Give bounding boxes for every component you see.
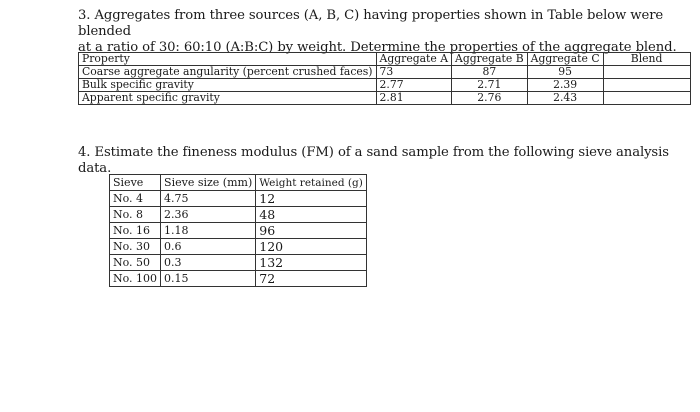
header-weight-retained: Weight retained (g) bbox=[256, 175, 367, 191]
table-cell: 48 bbox=[256, 207, 367, 223]
table-row bbox=[79, 79, 691, 92]
header-blend: Blend bbox=[603, 53, 690, 66]
table-cell: 2.77 bbox=[376, 79, 451, 92]
question-4: 4. Estimate the fineness modulus (FM) of a sand sample from the following sieve analysis data. bbox=[78, 145, 669, 176]
header-aggregate-c: Aggregate C bbox=[527, 53, 603, 66]
header-sieve-size: Sieve size (mm) bbox=[161, 175, 256, 191]
table-cell: No. 16 bbox=[110, 223, 161, 239]
table-cell: 2.76 bbox=[452, 92, 528, 105]
table-cell-blend bbox=[603, 66, 690, 79]
table-cell: 4.75 bbox=[161, 191, 256, 207]
table-cell: 96 bbox=[256, 223, 367, 239]
table-cell: 0.15 bbox=[161, 271, 256, 287]
table-cell: 95 bbox=[527, 66, 603, 79]
table-row bbox=[110, 239, 367, 255]
header-sieve: Sieve bbox=[110, 175, 161, 191]
table-cell-blend bbox=[603, 92, 690, 105]
table-row bbox=[110, 223, 367, 239]
table-row bbox=[79, 92, 691, 105]
table-cell: 120 bbox=[256, 239, 367, 255]
table-header-row bbox=[79, 53, 691, 66]
aggregate-properties-table bbox=[78, 52, 691, 105]
question-3-line-2: at a ratio of 30: 60:10 (A:B:C) by weight. Determine the properties of the aggregate blend. bbox=[78, 40, 677, 55]
table-cell: 2.81 bbox=[376, 92, 451, 105]
table-row bbox=[110, 207, 367, 223]
table-cell: 2.71 bbox=[452, 79, 528, 92]
table-cell: No. 50 bbox=[110, 255, 161, 271]
table-cell: 2.43 bbox=[527, 92, 603, 105]
header-aggregate-a: Aggregate A bbox=[376, 53, 451, 66]
question-3-line-1: 3. Aggregates from three sources (A, B, C) having properties shown in Table below were blended bbox=[78, 8, 664, 39]
table-cell-blend bbox=[603, 79, 690, 92]
table-row bbox=[110, 255, 367, 271]
table-cell: Bulk specific gravity bbox=[79, 79, 377, 92]
table-header-row bbox=[110, 175, 367, 191]
table-cell: 73 bbox=[376, 66, 451, 79]
table-cell: 0.3 bbox=[161, 255, 256, 271]
table-cell: Apparent specific gravity bbox=[79, 92, 377, 105]
table-cell: No. 4 bbox=[110, 191, 161, 207]
table-cell: 2.39 bbox=[527, 79, 603, 92]
table-row bbox=[110, 191, 367, 207]
header-aggregate-b: Aggregate B bbox=[452, 53, 528, 66]
table-cell: 2.36 bbox=[161, 207, 256, 223]
table-cell: No. 100 bbox=[110, 271, 161, 287]
table-cell: Coarse aggregate angularity (percent crushed faces) bbox=[79, 66, 377, 79]
header-property: Property bbox=[79, 53, 377, 66]
table-cell: 0.6 bbox=[161, 239, 256, 255]
table-row bbox=[110, 271, 367, 287]
sieve-analysis-table bbox=[109, 174, 367, 287]
table-row bbox=[79, 66, 691, 79]
table-cell: 132 bbox=[256, 255, 367, 271]
table-cell: 1.18 bbox=[161, 223, 256, 239]
table-cell: 12 bbox=[256, 191, 367, 207]
table-cell: No. 30 bbox=[110, 239, 161, 255]
question-3 bbox=[78, 8, 688, 56]
table-cell: 87 bbox=[452, 66, 528, 79]
table-cell: No. 8 bbox=[110, 207, 161, 223]
table-cell: 72 bbox=[256, 271, 367, 287]
